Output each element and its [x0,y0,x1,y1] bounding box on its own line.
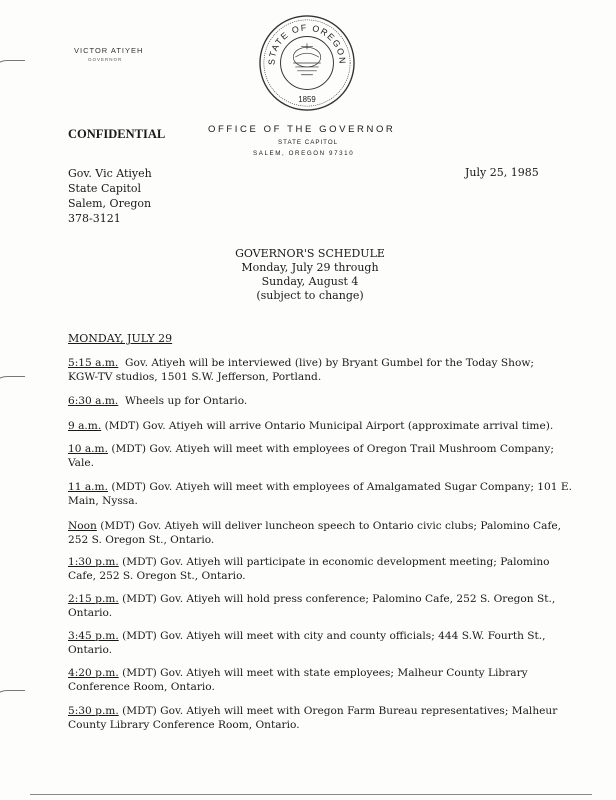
schedule-heading [200,247,420,303]
entry-time: 6:30 a.m. [68,395,119,407]
entry-text-cont: KGW-TV studios, 1501 S.W. Jefferson, Portland. [68,370,322,383]
page-bottom-edge [30,794,592,795]
day-heading: MONDAY, JULY 29 [68,332,173,345]
entry-text: (MDT) Gov. Atiyeh will meet with Oregon Farm Bureau representatives; Malheur [122,705,558,717]
entry-time: 5:30 p.m. [68,705,119,717]
entry-text-cont: 252 S. Oregon St., Ontario. [68,533,215,546]
seal-top-text: STATE OF OREGON [266,22,348,66]
entry-text: (MDT) Gov. Atiyeh will meet with employees of Amalgamated Sugar Company; 101 E. [111,481,572,493]
entry-text-cont: Main, Nyssa. [68,494,138,507]
entry-text: (MDT) Gov. Atiyeh will meet with state employees; Malheur County Library [122,667,528,679]
schedule-entry [68,420,588,434]
entry-text: (MDT) Gov. Atiyeh will meet with city and county officials; 444 S.W. Fourth St., [122,630,546,642]
address-line: Salem, Oregon [68,197,152,210]
state-seal-icon [258,14,356,112]
address-line: 378-3121 [68,212,121,225]
schedule-range-start: Monday, July 29 through [241,261,379,274]
entry-time: 4:20 p.m. [68,667,119,679]
schedule-entry [68,520,588,547]
schedule-note: (subject to change) [256,289,364,302]
office-address-line1: STATE CAPITOL [278,139,339,146]
schedule-entry [68,443,588,470]
binder-hole [0,376,25,407]
entry-text-cont: Ontario. [68,606,113,619]
binder-hole [0,60,25,91]
schedule-entry [68,357,588,384]
address-line: Gov. Vic Atiyeh [68,167,152,180]
entry-time: 3:45 p.m. [68,630,119,642]
entry-time: Noon [68,520,97,532]
entry-time: 2:15 p.m. [68,593,119,605]
schedule-entry [68,667,588,694]
sender-address [68,166,152,226]
entry-text-cont: County Library Conference Room, Ontario. [68,718,300,731]
schedule-range-end: Sunday, August 4 [261,275,359,288]
entry-text: (MDT) Gov. Atiyeh will deliver luncheon speech to Ontario civic clubs; Palomino Cafe, [100,520,562,532]
entry-text-cont: Vale. [68,456,95,469]
confidential-label: CONFIDENTIAL [68,127,166,141]
schedule-entry [68,481,588,508]
entry-text-cont: Cafe, 252 S. Oregon St., Ontario. [68,569,246,582]
schedule-entry [68,556,588,583]
entry-text: (MDT) Gov. Atiyeh will meet with employees of Oregon Trail Mushroom Company; [111,443,554,455]
binder-hole [0,690,25,721]
seal-year: 1859 [298,95,316,105]
schedule-entry [68,395,588,409]
schedule-entry [68,705,588,732]
schedule-entry [68,630,588,657]
entry-time: 5:15 a.m. [68,357,119,369]
entry-text: (MDT) Gov. Atiyeh will arrive Ontario Municipal Airport (approximate arrival time). [104,420,554,432]
governor-title: GOVERNOR [88,57,123,62]
entry-text: (MDT) Gov. Atiyeh will hold press conference; Palomino Cafe, 252 S. Oregon St., [122,593,556,605]
entry-time: 1:30 p.m. [68,556,119,568]
letter-date: July 25, 1985 [465,166,539,179]
entry-text: Gov. Atiyeh will be interviewed (live) by Bryant Gumbel for the Today Show; [125,357,534,369]
entry-text: Wheels up for Ontario. [125,395,248,407]
entry-time: 10 a.m. [68,443,108,455]
schedule-title: GOVERNOR'S SCHEDULE [235,247,385,260]
address-line: State Capitol [68,182,142,195]
entry-text-cont: Ontario. [68,643,113,656]
entry-text-cont: Conference Room, Ontario. [68,680,215,693]
governor-name: VICTOR ATIYEH [74,46,144,55]
office-address-line2: SALEM, OREGON 97310 [253,150,355,157]
office-title: OFFICE OF THE GOVERNOR [208,124,396,135]
entry-time: 9 a.m. [68,420,102,432]
schedule-entry [68,593,588,620]
entry-text: (MDT) Gov. Atiyeh will participate in economic development meeting; Palomino [122,556,550,568]
entry-time: 11 a.m. [68,481,108,493]
